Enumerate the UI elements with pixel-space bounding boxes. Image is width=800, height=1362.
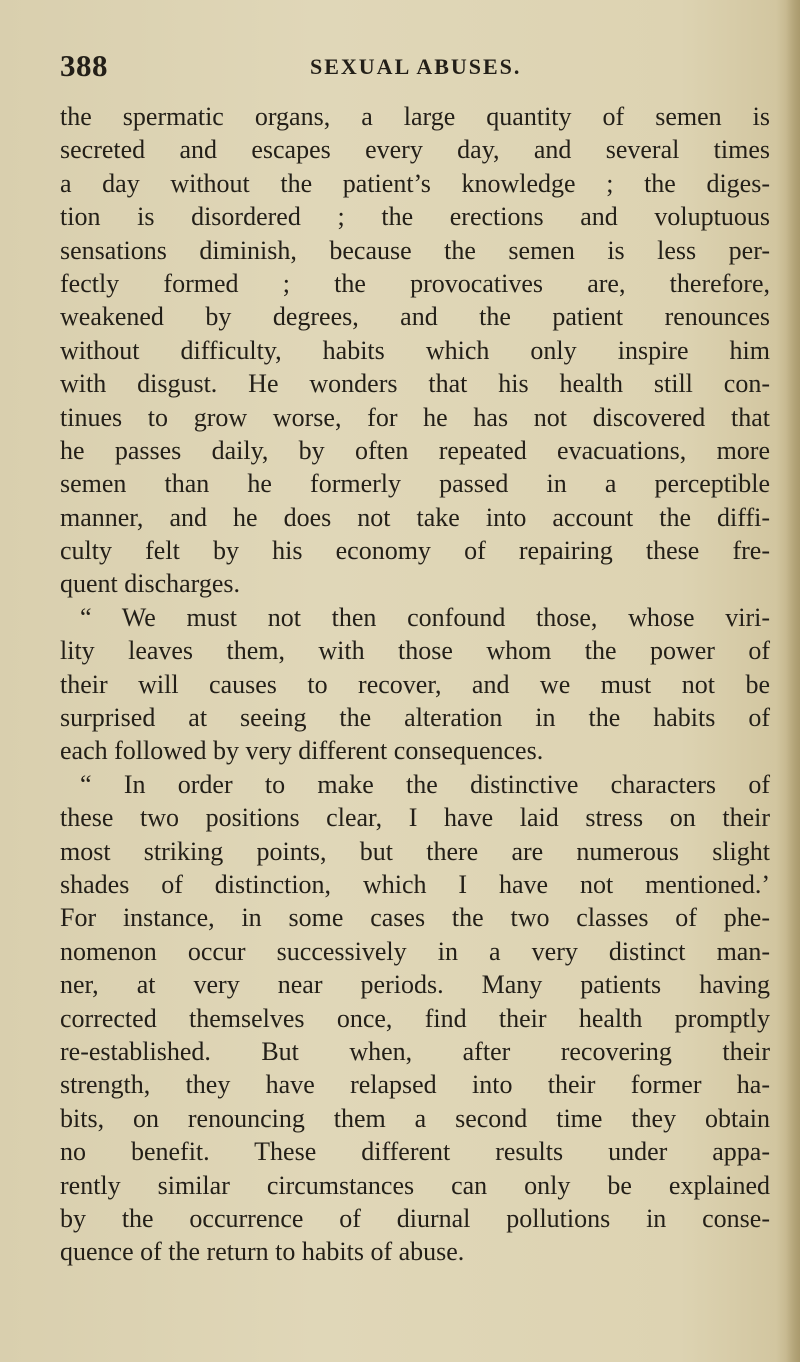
text-line: manner, and he does not take into account the diffi- xyxy=(60,502,770,532)
text-line: surprised at seeing the alteration in the habits of xyxy=(60,703,770,733)
text-line: quent discharges. xyxy=(60,569,241,599)
text-line: culty felt by his economy of repairing these fre- xyxy=(60,536,770,566)
text-line: no benefit. These different results under appa- xyxy=(60,1137,770,1167)
text-line: rently similar circumstances can only be explained xyxy=(60,1170,770,1200)
text-line: each followed by very different consequences. xyxy=(60,736,544,766)
text-line: secreted and escapes every day, and several times xyxy=(60,135,770,165)
text-line: without difficulty, habits which only inspire him xyxy=(60,335,770,365)
text-line: For instance, in some cases the two classes of phe- xyxy=(60,903,770,933)
text-line: tion is disordered ; the erections and voluptuous xyxy=(60,202,770,232)
text-line: by the occurrence of diurnal pollutions in conse- xyxy=(60,1203,770,1233)
text-line: “ In order to make the distinctive characters of xyxy=(80,769,770,799)
text-line: quence of the return to habits of abuse. xyxy=(60,1237,465,1267)
text-line: a day without the patient’s knowledge ; the diges- xyxy=(60,168,770,198)
text-line: ner, at very near periods. Many patients having xyxy=(60,970,770,1000)
body-text xyxy=(60,100,770,1269)
text-line: re-established. But when, after recovering their xyxy=(60,1036,770,1066)
text-line: tinues to grow worse, for he has not discovered that xyxy=(60,402,770,432)
running-head: SEXUAL ABUSES. xyxy=(310,54,522,79)
text-line: sensations diminish, because the semen is less per- xyxy=(60,235,770,265)
text-line: he passes daily, by often repeated evacuations, more xyxy=(60,435,770,465)
text-line: bits, on renouncing them a second time they obtain xyxy=(60,1103,770,1133)
text-line: strength, they have relapsed into their former ha- xyxy=(60,1070,770,1100)
text-line: these two positions clear, I have laid stress on their xyxy=(60,803,770,833)
text-line: “ We must not then confound those, whose viri- xyxy=(80,602,770,632)
text-line: most striking points, but there are numerous slight xyxy=(60,836,770,866)
text-line: weakened by degrees, and the patient renounces xyxy=(60,302,770,332)
text-line: corrected themselves once, find their health promptly xyxy=(60,1003,770,1033)
page-header xyxy=(60,48,760,88)
page-number: 388 xyxy=(60,48,108,83)
text-line: their will causes to recover, and we must not be xyxy=(60,669,770,699)
text-line: with disgust. He wonders that his health still con- xyxy=(60,369,770,399)
page-edge-shadow xyxy=(786,0,800,1362)
text-line: nomenon occur successively in a very distinct man- xyxy=(60,936,770,966)
text-line: the spermatic organs, a large quantity of semen is xyxy=(60,102,770,131)
text-line: lity leaves them, with those whom the power of xyxy=(60,636,770,666)
text-line: semen than he formerly passed in a perceptible xyxy=(60,469,770,499)
text-line: fectly formed ; the provocatives are, therefore, xyxy=(60,268,770,298)
text-line: shades of distinction, which I have not mentioned.’ xyxy=(60,869,770,899)
